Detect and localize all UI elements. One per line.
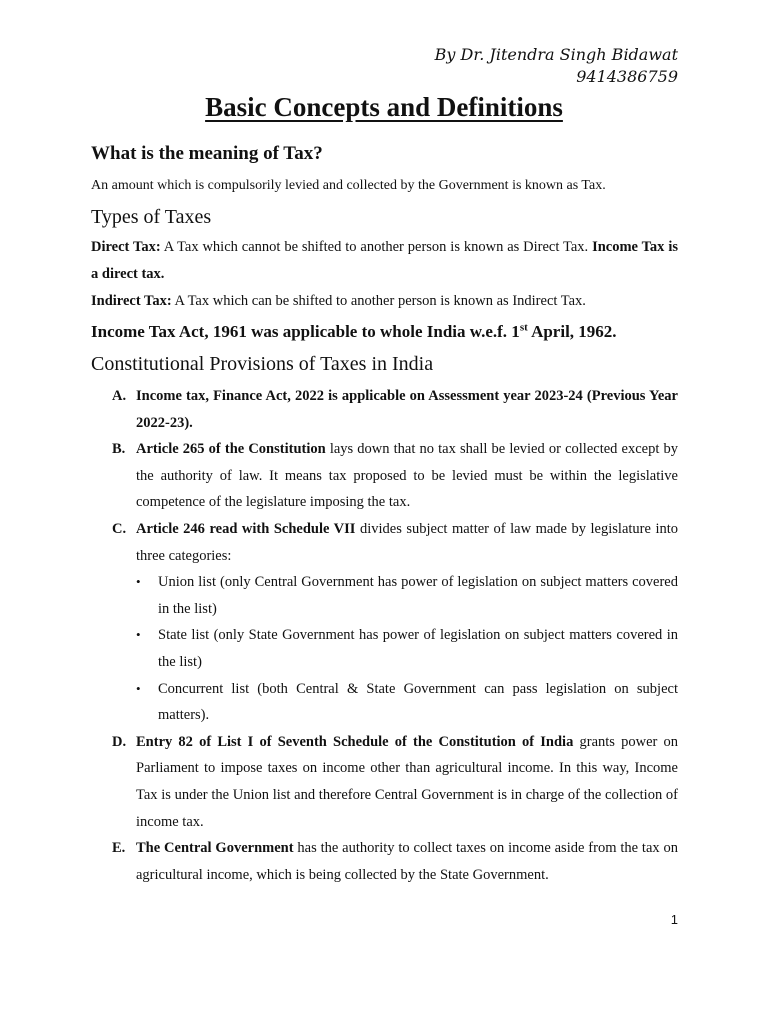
provision-bold: Income tax, Finance Act, 2022 is applicable on Assessment year 2023-24 (Previous Year 2022-23). (136, 388, 678, 431)
provision-item (91, 516, 678, 729)
provision-item (91, 436, 678, 516)
provision-item (91, 835, 678, 888)
direct-tax-text: A Tax which cannot be shifted to another person is known as Direct Tax. (160, 239, 593, 255)
tax-meaning-text: An amount which is compulsorily levied and collected by the Government is known as Tax. (91, 178, 606, 193)
provisions-list (91, 383, 678, 888)
author-name: By Dr. Jitendra Singh Bidawat (434, 45, 678, 64)
bullet-icon: • (136, 574, 141, 590)
list-item (136, 569, 678, 622)
provision-marker: A. (112, 388, 127, 404)
direct-tax-paragraph (91, 234, 678, 288)
list-item-text: State list (only State Government has power of legislation on subject matters covered in the list) (158, 627, 678, 670)
provision-bold: The Central Government (136, 840, 294, 857)
provision-text: divides subject matter of law made by legislature into three categories: (136, 520, 678, 564)
provision-item (91, 383, 678, 436)
act-text-end: April, 1962. (527, 322, 617, 341)
provision-bold: Article 265 of the Constitution (136, 441, 326, 458)
types-heading: Types of Taxes (91, 206, 212, 228)
list-item (136, 622, 678, 675)
provision-marker: B. (112, 441, 126, 458)
provision-text: has the authority to collect taxes on income aside from the tax on agricultural income, which is being collected by the State Government. (136, 840, 678, 883)
direct-tax-label: Direct Tax: (91, 239, 161, 255)
indirect-tax-text: A Tax which can be shifted to another person is known as Indirect Tax. (171, 293, 586, 309)
list-item-text: Concurrent list (both Central & State Government can pass legislation on subject matters). (158, 680, 678, 724)
indirect-tax-label: Indirect Tax: (91, 293, 172, 309)
tax-meaning-section (91, 142, 678, 199)
provision-marker: D. (112, 733, 127, 750)
provision-bold: Entry 82 of List I of Seventh Schedule of the Constitution of India (136, 733, 574, 750)
legislative-lists (136, 569, 678, 729)
constitutional-heading: Constitutional Provisions of Taxes in India (91, 353, 434, 375)
bullet-icon: • (136, 627, 141, 643)
provision-item (91, 729, 678, 835)
types-section (91, 204, 678, 315)
constitutional-section (91, 351, 678, 888)
provision-marker: C. (112, 520, 127, 537)
act-text: Income Tax Act, 1961 was applicable to whole India w.e.f. 1 (91, 322, 520, 341)
direct-tax-note: Income Tax is a direct tax. (91, 239, 678, 282)
act-statement (91, 320, 678, 344)
provision-text: grants power on Parliament to impose taxes on income other than agricultural income. In this way, Income Tax is under the Union list and therefore Central Government is in charge of the collection of income tax. (136, 733, 679, 830)
provision-marker: E. (112, 840, 126, 857)
page-number: 1 (670, 912, 678, 927)
author-phone: 9414386759 (576, 67, 678, 86)
list-item (136, 676, 678, 729)
act-superscript: st (519, 321, 528, 334)
provision-bold: Article 246 read with Schedule VII (136, 520, 356, 537)
provision-text: lays down that no tax shall be levied or collected except by the authority of law. It means tax proposed to be levied must be within the legislative competence of the legislature imposing the tax. (136, 441, 679, 511)
bullet-icon: • (136, 680, 141, 696)
list-item-text: Union list (only Central Government has power of legislation on subject matters covered in the list) (158, 574, 678, 617)
indirect-tax-paragraph (91, 288, 678, 315)
tax-meaning-heading: What is the meaning of Tax? (91, 143, 323, 164)
author-block (435, 44, 678, 88)
page-title: Basic Concepts and Definitions (205, 92, 563, 122)
